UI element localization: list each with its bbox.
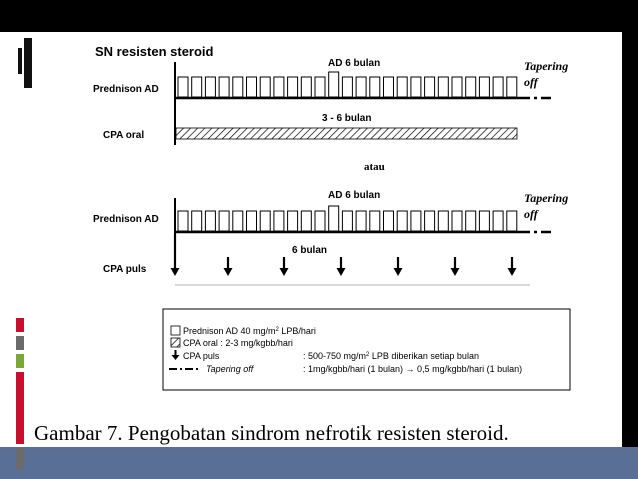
panel1-dose-box <box>425 77 435 97</box>
panel2-prednison-boxes <box>178 206 517 231</box>
panel2-dose-box <box>178 211 188 231</box>
panel1-dose-box <box>507 77 517 97</box>
panel2-tapering-text-2: off <box>524 207 538 221</box>
panel2-dose-box <box>233 211 243 231</box>
panel1-prednison-boxes <box>178 72 517 97</box>
legend-cpa-puls-main: : 500-750 mg/m <box>303 351 367 361</box>
panel1-dose-box <box>384 77 394 97</box>
panel1-dose-box <box>288 77 298 97</box>
panel1-dose-box <box>356 77 366 97</box>
panel2-dose-box <box>219 211 229 231</box>
panel1-dose-box <box>452 77 462 97</box>
panel2-cpa-puls-label: CPA puls <box>103 264 147 275</box>
panel2-dose-box <box>397 211 407 231</box>
panel1-dose-box <box>219 77 229 97</box>
panel1-dose-box <box>342 77 352 97</box>
pulse-arrow <box>508 257 517 276</box>
legend-prednison-swatch <box>171 326 180 335</box>
legend-cpa-oral-swatch <box>171 338 180 347</box>
panel1-dose-box <box>315 77 325 97</box>
panel2-dose-box <box>288 211 298 231</box>
pulse-arrow <box>224 257 233 276</box>
panel1-cpa-oral-bar <box>176 128 517 139</box>
legend-tapering-label: Tapering off <box>206 364 254 374</box>
panel1-cpa-oral-label: CPA oral <box>103 130 145 141</box>
separator-text: atau <box>364 161 385 173</box>
legend-prednison-text <box>183 326 316 336</box>
panel1-dose-box <box>493 77 503 97</box>
legend-prednison-suffix: LPB/hari <box>278 326 316 336</box>
panel1-dose-box <box>301 77 311 97</box>
pulse-arrow <box>394 257 403 276</box>
legend-box <box>163 309 570 390</box>
panel2-dose-box <box>301 211 311 231</box>
diagram-title: SN resisten steroid <box>95 44 214 59</box>
panel2-dose-box <box>205 211 215 231</box>
panel1-dose-box <box>247 77 257 97</box>
panel2-dose-box <box>425 211 435 231</box>
panel2-dose-box <box>192 211 202 231</box>
figure-caption: Gambar 7. Pengobatan sindrom nefrotik resisten steroid. <box>34 421 509 445</box>
panel2-tapering-text-1: Tapering <box>524 191 569 205</box>
panel2-dose-box <box>356 211 366 231</box>
panel2-dose-box <box>438 211 448 231</box>
panel1-dose-box <box>370 77 380 97</box>
panel1-dose-box <box>274 77 284 97</box>
panel1-dose-box <box>411 77 421 97</box>
panel2-dose-box <box>274 211 284 231</box>
panel1-dose-box <box>466 77 476 97</box>
legend-prednison-sup: 2 <box>275 327 279 333</box>
panel2-dose-box <box>315 211 325 231</box>
panel1-dose-box <box>178 77 188 97</box>
panel2-top-note: AD 6 bulan <box>328 190 381 201</box>
pulse-arrow <box>280 257 289 276</box>
panel1-tapering-text-1: Tapering <box>524 59 569 73</box>
panel2-prednison-label: Prednison AD <box>93 214 159 225</box>
panel1-dose-box <box>205 77 215 97</box>
panel1-dose-box <box>329 72 339 97</box>
legend-tapering-value: : 1mg/kgbb/hari (1 bulan) → 0,5 mg/kgbb/hari (1 bulan) <box>303 364 523 374</box>
panel2-dose-box <box>342 211 352 231</box>
panel2-mid-note: 6 bulan <box>292 245 328 256</box>
panel2-dose-box <box>466 211 476 231</box>
panel2-dose-box <box>247 211 257 231</box>
panel2-dose-box <box>507 211 517 231</box>
pulse-arrow <box>171 234 180 276</box>
legend-cpa-oral-text: CPA oral : 2-3 mg/kgbb/hari <box>183 338 293 348</box>
panel1-top-note: AD 6 bulan <box>328 58 381 69</box>
legend-cpa-puls-value <box>303 351 479 361</box>
panel1-dose-box <box>233 77 243 97</box>
panel2-dose-box <box>370 211 380 231</box>
panel1-dose-box <box>438 77 448 97</box>
pulse-arrow <box>337 257 346 276</box>
panel2-dose-box <box>329 206 339 231</box>
panel2-dose-box <box>260 211 270 231</box>
legend-cpa-puls-suffix: LPB diberikan setiap bulan <box>369 351 479 361</box>
panel1-dose-box <box>260 77 270 97</box>
panel2-pulse-arrows <box>171 234 517 276</box>
panel1-mid-note: 3 - 6 bulan <box>322 113 372 124</box>
legend-cpa-puls-label: CPA puls <box>183 351 220 361</box>
panel1-dose-box <box>397 77 407 97</box>
legend-prednison-main: Prednison AD 40 mg/m <box>183 326 276 336</box>
panel2-dose-box <box>479 211 489 231</box>
panel2-dose-box <box>384 211 394 231</box>
legend-cpa-puls-sup: 2 <box>366 352 370 358</box>
pulse-arrow <box>451 257 460 276</box>
panel1-tapering-text-2: off <box>524 75 538 89</box>
panel1-prednison-label: Prednison AD <box>93 84 159 95</box>
panel2-dose-box <box>493 211 503 231</box>
panel2-dose-box <box>411 211 421 231</box>
panel1-dose-box <box>192 77 202 97</box>
panel1-dose-box <box>479 77 489 97</box>
panel2-dose-box <box>452 211 462 231</box>
